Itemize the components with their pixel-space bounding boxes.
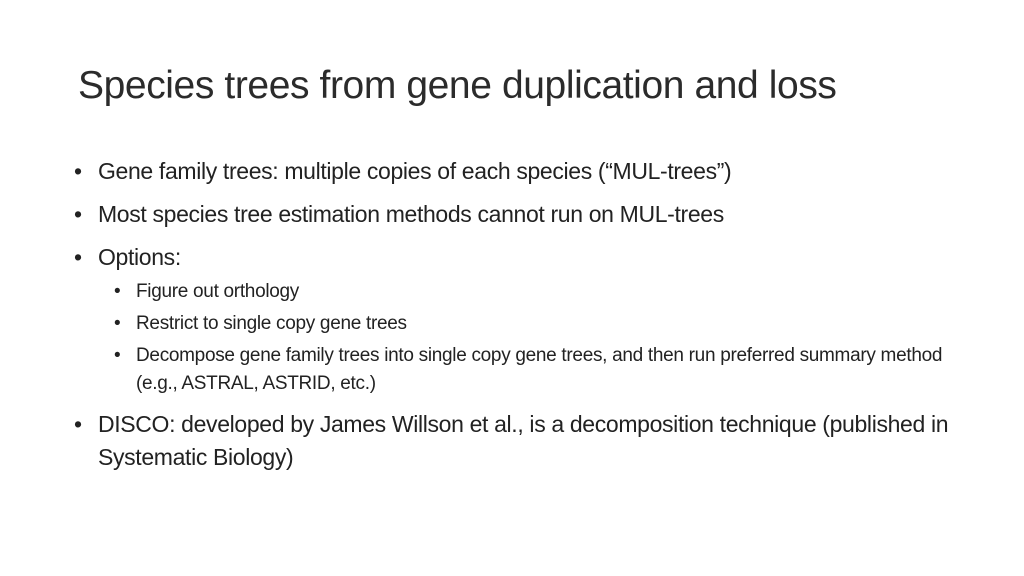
sub-bullet-text: Figure out orthology bbox=[136, 281, 299, 302]
bullet-item bbox=[74, 198, 974, 230]
bullet-icon: • bbox=[114, 345, 121, 366]
bullet-text: Most species tree estimation methods cannot run on MUL-trees bbox=[98, 201, 724, 227]
slide-title: Species trees from gene duplication and loss bbox=[78, 64, 837, 107]
sub-bullet-list bbox=[74, 278, 974, 398]
bullet-item bbox=[74, 241, 974, 273]
sub-bullet-text: Decompose gene family trees into single copy gene trees, and then run preferred summary method (e.g., ASTRAL, ASTRID, etc.) bbox=[136, 345, 943, 394]
bullet-icon: • bbox=[114, 313, 121, 334]
bullet-icon: • bbox=[114, 281, 121, 302]
bullet-item bbox=[74, 408, 974, 474]
sub-bullet-item bbox=[74, 342, 974, 398]
bullet-text: Gene family trees: multiple copies of each species (“MUL-trees”) bbox=[98, 158, 732, 184]
bullet-text: DISCO: developed by James Willson et al., is a decomposition technique (published in Systematic Biology) bbox=[98, 411, 949, 470]
sub-bullet-item bbox=[74, 278, 974, 306]
bullet-icon: • bbox=[74, 244, 82, 270]
sub-bullet-text: Restrict to single copy gene trees bbox=[136, 313, 407, 334]
bullet-item bbox=[74, 155, 974, 187]
sub-bullet-item bbox=[74, 310, 974, 338]
bullet-icon: • bbox=[74, 411, 82, 437]
bullet-icon: • bbox=[74, 201, 82, 227]
bullet-list bbox=[74, 155, 974, 485]
bullet-icon: • bbox=[74, 158, 82, 184]
bullet-text: Options: bbox=[98, 244, 181, 270]
